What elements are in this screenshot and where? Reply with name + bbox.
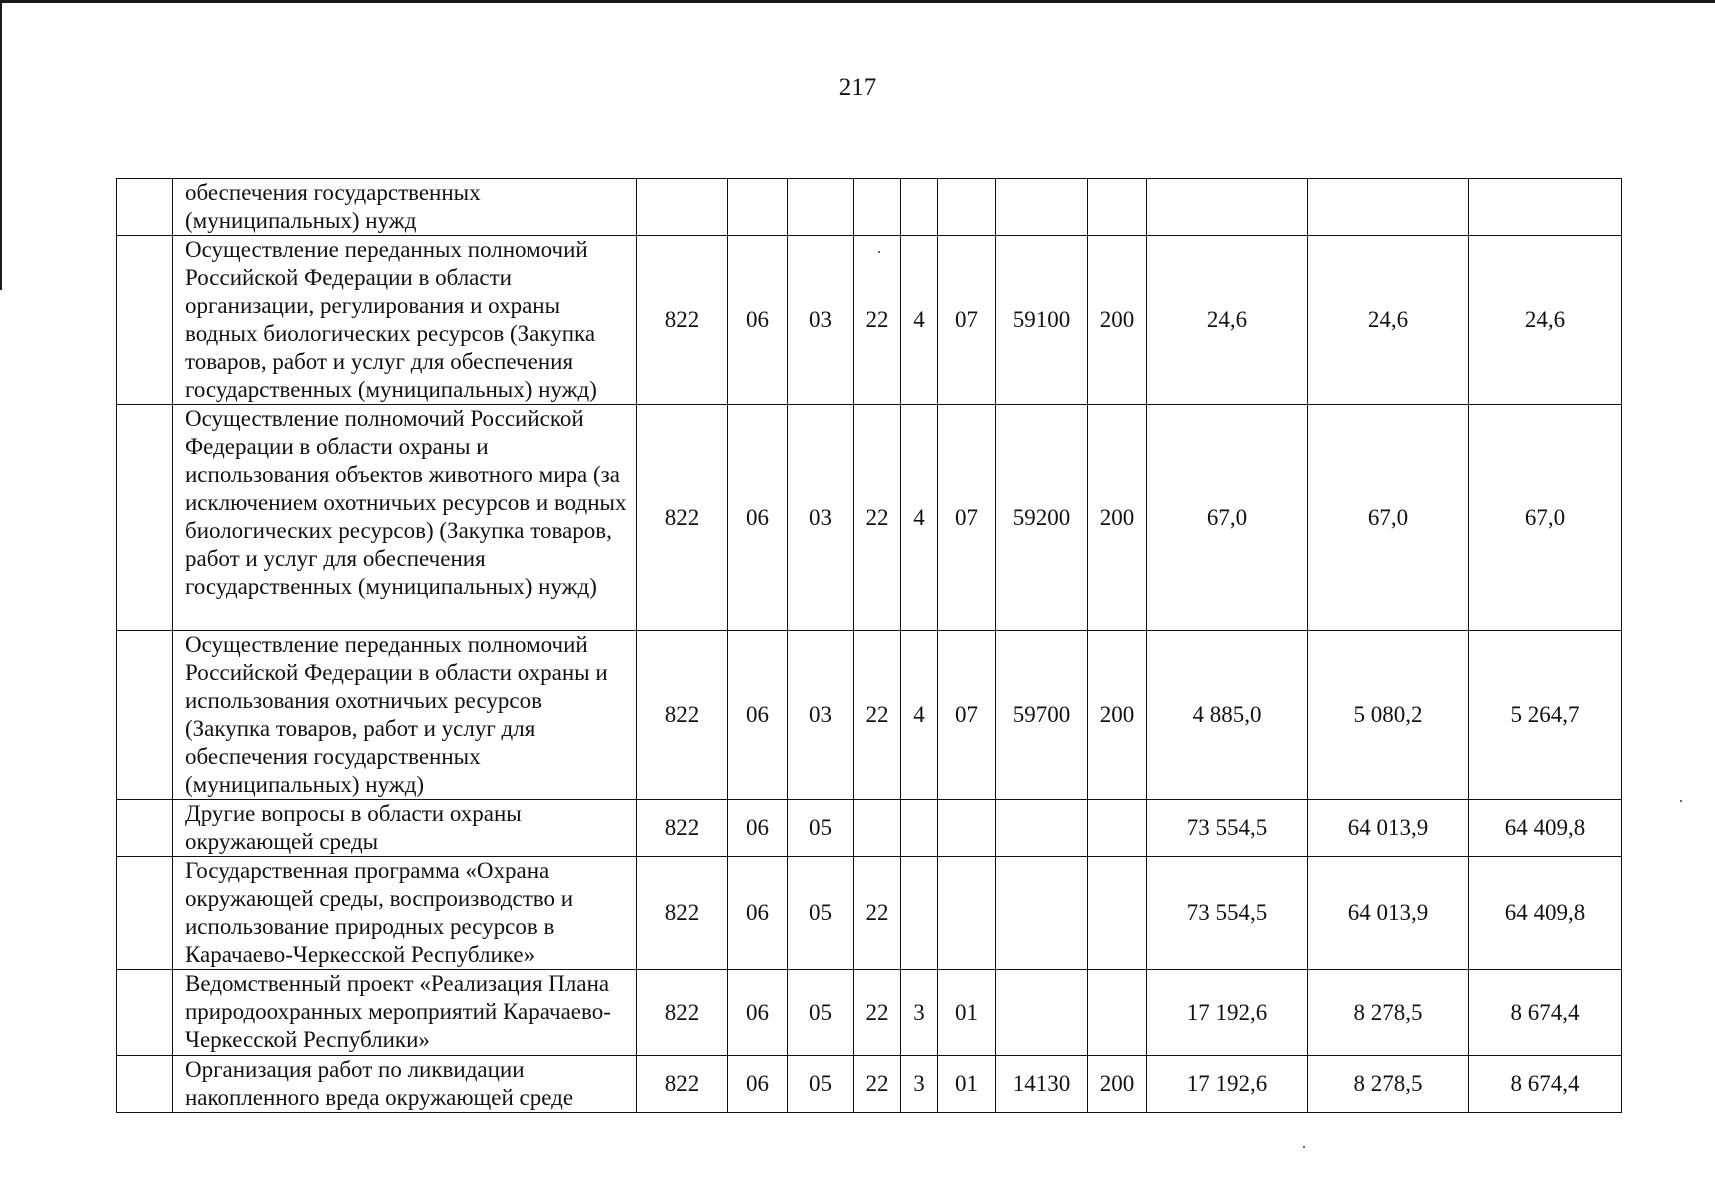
table-row xyxy=(117,631,1622,800)
program-code-cell xyxy=(854,179,901,236)
amount-year-3-cell: 64 409,8 xyxy=(1469,857,1622,970)
table-row xyxy=(117,179,1622,236)
program-code-cell: 22 xyxy=(854,405,901,631)
scan-speck xyxy=(1680,800,1682,802)
subprogram-code-cell xyxy=(901,800,938,857)
direction-code-cell: 59100 xyxy=(996,236,1088,405)
expense-type-code-cell xyxy=(1088,179,1147,236)
item-name-cell: Организация работ по ликвидации накопленного вреда окружающей среде xyxy=(173,1056,637,1113)
ministry-code-cell: 822 xyxy=(637,236,728,405)
amount-year-1-cell: 4 885,0 xyxy=(1147,631,1308,800)
amount-year-1-cell xyxy=(1147,179,1308,236)
ministry-code-cell: 822 xyxy=(637,800,728,857)
direction-code-cell: 59700 xyxy=(996,631,1088,800)
event-code-cell xyxy=(938,857,996,970)
table-row xyxy=(117,405,1622,631)
subsection-code-cell: 05 xyxy=(788,970,854,1056)
amount-year-1-cell: 73 554,5 xyxy=(1147,857,1308,970)
direction-code-cell xyxy=(996,857,1088,970)
direction-code-cell: 14130 xyxy=(996,1056,1088,1113)
item-name-cell: Осуществление переданных полномочий Российской Федерации в области охраны и использования охотничьих ресурсов (Закупка товаров, работ и услуг для обеспечения государственных (муниципальных) нужд) xyxy=(173,631,637,800)
event-code-cell: 07 xyxy=(938,405,996,631)
ministry-code-cell: 822 xyxy=(637,857,728,970)
direction-code-cell xyxy=(996,970,1088,1056)
section-code-cell: 06 xyxy=(728,800,788,857)
item-name-cell: обеспечения государственных (муниципальных) нужд xyxy=(173,179,637,236)
amount-year-1-cell: 17 192,6 xyxy=(1147,970,1308,1056)
section-code-cell: 06 xyxy=(728,405,788,631)
direction-code-cell xyxy=(996,800,1088,857)
ministry-code-cell: 822 xyxy=(637,631,728,800)
subsection-code-cell: 03 xyxy=(788,405,854,631)
subsection-code-cell: 05 xyxy=(788,1056,854,1113)
subprogram-code-cell xyxy=(901,179,938,236)
event-code-cell xyxy=(938,800,996,857)
direction-code-cell xyxy=(996,179,1088,236)
ministry-code-cell: 822 xyxy=(637,970,728,1056)
amount-year-1-cell: 24,6 xyxy=(1147,236,1308,405)
item-name-cell: Осуществление полномочий Российской Федерации в области охраны и использования объектов животного мира (за исключением охотничьих ресурсов и водных биологических ресурсов) (Закупка товаров, работ и услуг для обеспечения государственных (муниципальных) нужд) xyxy=(173,405,637,631)
amount-year-1-cell: 73 554,5 xyxy=(1147,800,1308,857)
subprogram-code-cell: 4 xyxy=(901,405,938,631)
amount-year-3-cell: 8 674,4 xyxy=(1469,970,1622,1056)
expense-type-code-cell xyxy=(1088,970,1147,1056)
item-name-cell: Государственная программа «Охрана окружающей среды, воспроизводство и использование природных ресурсов в Карачаево-Черкесской Республике» xyxy=(173,857,637,970)
table-row xyxy=(117,1056,1622,1113)
amount-year-2-cell: 64 013,9 xyxy=(1308,800,1469,857)
table-body xyxy=(117,179,1622,1113)
row-index-cell xyxy=(117,857,173,970)
scan-edge-top xyxy=(0,0,1715,3)
program-code-cell: 22 xyxy=(854,1056,901,1113)
section-code-cell: 06 xyxy=(728,970,788,1056)
row-index-cell xyxy=(117,631,173,800)
amount-year-3-cell xyxy=(1469,179,1622,236)
section-code-cell: 06 xyxy=(728,857,788,970)
subsection-code-cell xyxy=(788,179,854,236)
section-code-cell: 06 xyxy=(728,236,788,405)
amount-year-3-cell: 67,0 xyxy=(1469,405,1622,631)
section-code-cell xyxy=(728,179,788,236)
direction-code-cell: 59200 xyxy=(996,405,1088,631)
subsection-code-cell: 03 xyxy=(788,631,854,800)
section-code-cell: 06 xyxy=(728,631,788,800)
section-code-cell: 06 xyxy=(728,1056,788,1113)
amount-year-2-cell: 24,6 xyxy=(1308,236,1469,405)
program-code-cell: 22 xyxy=(854,857,901,970)
program-code-cell: 22 xyxy=(854,236,901,405)
scan-speck xyxy=(878,251,880,253)
row-index-cell xyxy=(117,970,173,1056)
expense-type-code-cell: 200 xyxy=(1088,405,1147,631)
budget-table xyxy=(116,178,1622,1113)
item-name-cell: Ведомственный проект «Реализация Плана природоохранных мероприятий Карачаево-Черкесской Республики» xyxy=(173,970,637,1056)
event-code-cell xyxy=(938,179,996,236)
amount-year-2-cell: 64 013,9 xyxy=(1308,857,1469,970)
program-code-cell xyxy=(854,800,901,857)
subsection-code-cell: 05 xyxy=(788,800,854,857)
row-index-cell xyxy=(117,1056,173,1113)
expense-type-code-cell: 200 xyxy=(1088,236,1147,405)
expense-type-code-cell xyxy=(1088,800,1147,857)
row-index-cell xyxy=(117,179,173,236)
row-index-cell xyxy=(117,236,173,405)
event-code-cell: 01 xyxy=(938,1056,996,1113)
amount-year-3-cell: 64 409,8 xyxy=(1469,800,1622,857)
expense-type-code-cell: 200 xyxy=(1088,1056,1147,1113)
item-name-cell: Осуществление переданных полномочий Российской Федерации в области организации, регулирования и охраны водных биологических ресурсов (Закупка товаров, работ и услуг для обеспечения государственных (муниципальных) нужд) xyxy=(173,236,637,405)
ministry-code-cell xyxy=(637,179,728,236)
subprogram-code-cell: 4 xyxy=(901,631,938,800)
event-code-cell: 07 xyxy=(938,631,996,800)
amount-year-3-cell: 8 674,4 xyxy=(1469,1056,1622,1113)
row-index-cell xyxy=(117,800,173,857)
amount-year-2-cell: 5 080,2 xyxy=(1308,631,1469,800)
subprogram-code-cell: 3 xyxy=(901,1056,938,1113)
subsection-code-cell: 03 xyxy=(788,236,854,405)
event-code-cell: 07 xyxy=(938,236,996,405)
subprogram-code-cell: 3 xyxy=(901,970,938,1056)
amount-year-2-cell xyxy=(1308,179,1469,236)
table-row xyxy=(117,970,1622,1056)
subprogram-code-cell xyxy=(901,857,938,970)
page-number: 217 xyxy=(838,74,877,101)
scan-edge-left xyxy=(0,0,2,290)
amount-year-3-cell: 5 264,7 xyxy=(1469,631,1622,800)
table-row xyxy=(117,800,1622,857)
amount-year-2-cell: 8 278,5 xyxy=(1308,970,1469,1056)
row-index-cell xyxy=(117,405,173,631)
item-name-cell: Другие вопросы в области охраны окружающей среды xyxy=(173,800,637,857)
program-code-cell: 22 xyxy=(854,631,901,800)
scan-speck xyxy=(1303,1146,1305,1148)
ministry-code-cell: 822 xyxy=(637,1056,728,1113)
amount-year-2-cell: 67,0 xyxy=(1308,405,1469,631)
event-code-cell: 01 xyxy=(938,970,996,1056)
expense-type-code-cell xyxy=(1088,857,1147,970)
amount-year-3-cell: 24,6 xyxy=(1469,236,1622,405)
amount-year-1-cell: 17 192,6 xyxy=(1147,1056,1308,1113)
amount-year-2-cell: 8 278,5 xyxy=(1308,1056,1469,1113)
expense-type-code-cell: 200 xyxy=(1088,631,1147,800)
table-row xyxy=(117,236,1622,405)
ministry-code-cell: 822 xyxy=(637,405,728,631)
subprogram-code-cell: 4 xyxy=(901,236,938,405)
amount-year-1-cell: 67,0 xyxy=(1147,405,1308,631)
table-row xyxy=(117,857,1622,970)
program-code-cell: 22 xyxy=(854,970,901,1056)
subsection-code-cell: 05 xyxy=(788,857,854,970)
